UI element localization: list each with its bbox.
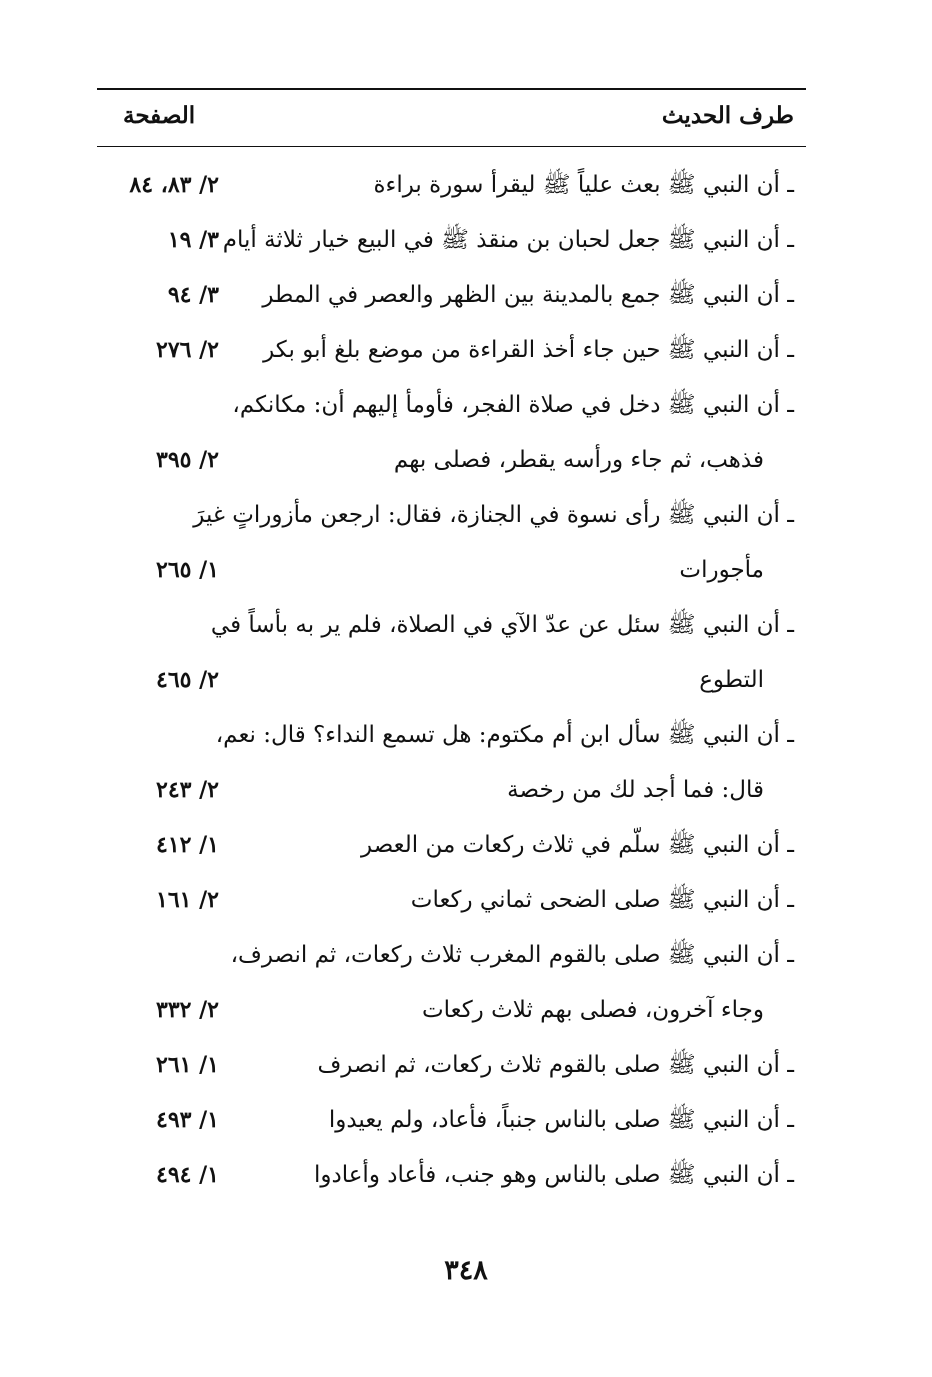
column-header-page: الصفحة xyxy=(123,102,196,129)
index-entry xyxy=(97,378,806,488)
header-rule xyxy=(97,146,806,147)
entry-text xyxy=(222,213,794,268)
entry-page-reference: ٢/ ٢٧٦ xyxy=(156,337,219,363)
entry-page-reference: ٣/ ١٩ xyxy=(167,227,219,253)
entry-text xyxy=(234,158,794,213)
entry-line: ـ أن النبي ﷺ رأى نسوة في الجنازة، فقال: ارجعن مأزوراتٍ غيرَ xyxy=(193,502,794,528)
entry-page-reference: ٢/ ٣٣٢ xyxy=(156,997,219,1023)
entry-page-reference: ١/ ٢٦١ xyxy=(156,1052,219,1078)
index-entry xyxy=(97,928,806,1038)
entry-page-reference: ٢/ ١٦١ xyxy=(156,887,219,913)
index-entry xyxy=(97,488,806,598)
entry-line: ـ أن النبي ﷺ صلى بالقوم المغرب ثلاث ركعات، ثم انصرف، xyxy=(230,942,794,968)
entry-page-reference: ٢/ ٢٤٣ xyxy=(156,777,219,803)
entry-continuation-line: فذهب، ثم جاء ورأسه يقطر، فصلى بهم xyxy=(393,447,764,473)
entry-line: ـ أن النبي ﷺ صلى الضحى ثماني ركعات xyxy=(410,887,794,913)
index-entry xyxy=(97,708,806,818)
entry-text xyxy=(234,268,794,323)
entry-text xyxy=(234,1093,794,1148)
entry-continuation-line: قال: فما أجد لك من رخصة xyxy=(507,777,764,803)
table-header xyxy=(97,102,806,138)
entry-line: ـ أن النبي ﷺ صلى بالقوم ثلاث ركعات، ثم انصرف xyxy=(317,1052,794,1078)
entry-line: ـ أن النبي ﷺ بعث علياً ﷺ ليقرأ سورة براءة xyxy=(373,172,794,198)
entry-page-reference: ٢/ ٤٦٥ xyxy=(156,667,219,693)
index-entry xyxy=(97,213,806,268)
index-entry xyxy=(97,873,806,928)
index-entry xyxy=(97,1148,806,1203)
entry-text xyxy=(234,818,794,873)
top-rule xyxy=(97,88,806,90)
entry-page-reference: ٢/ ٨٣، ٨٤ xyxy=(129,172,219,198)
entry-text xyxy=(234,378,794,488)
entry-text xyxy=(234,1148,794,1203)
entry-text xyxy=(234,873,794,928)
entry-line: ـ أن النبي ﷺ سئل عن عدّ الآي في الصلاة، فلم ير به بأساً في xyxy=(210,612,794,638)
entry-page-reference: ٢/ ٣٩٥ xyxy=(156,447,219,473)
entry-continuation-line: مأجورات xyxy=(679,557,764,583)
index-entry xyxy=(97,323,806,378)
entry-text xyxy=(210,598,794,708)
entry-line: ـ أن النبي ﷺ جمع بالمدينة بين الظهر والعصر في المطر xyxy=(262,282,794,308)
entry-page-reference: ٣/ ٩٤ xyxy=(167,282,219,308)
index-entry xyxy=(97,818,806,873)
index-entry xyxy=(97,158,806,213)
column-header-hadith: طرف الحديث xyxy=(661,102,794,129)
index-entry xyxy=(97,1038,806,1093)
entry-line: ـ أن النبي ﷺ حين جاء أخذ القراءة من موضع بلغ أبو بكر xyxy=(263,337,794,363)
entry-text xyxy=(234,1038,794,1093)
entry-page-reference: ١/ ٤٩٣ xyxy=(156,1107,219,1133)
entry-text xyxy=(234,323,794,378)
entry-text xyxy=(193,488,794,598)
entry-line: ـ أن النبي ﷺ دخل في صلاة الفجر، فأومأ إليهم أن: مكانكم، xyxy=(232,392,794,418)
entry-page-reference: ١/ ٤٩٤ xyxy=(156,1162,219,1188)
entry-page-reference: ١/ ٢٦٥ xyxy=(156,557,219,583)
entry-line: ـ أن النبي ﷺ سلّم في ثلاث ركعات من العصر xyxy=(361,832,794,858)
entry-line: ـ أن النبي ﷺ صلى بالناس وهو جنب، فأعاد وأعادوا xyxy=(313,1162,794,1188)
index-entry xyxy=(97,1093,806,1148)
entry-line: ـ أن النبي ﷺ صلى بالناس جنباً، فأعاد، ولم يعيدوا xyxy=(328,1107,794,1133)
page-number: ٣٤٨ xyxy=(444,1255,488,1286)
entry-line: ـ أن النبي ﷺ سأل ابن أم مكتوم: هل تسمع النداء؟ قال: نعم، xyxy=(215,722,794,748)
entry-text xyxy=(215,708,794,818)
entry-page-reference: ١/ ٤١٢ xyxy=(156,832,219,858)
entry-continuation-line: التطوع xyxy=(699,667,764,693)
entry-text xyxy=(230,928,794,1038)
entry-continuation-line: وجاء آخرون، فصلى بهم ثلاث ركعات xyxy=(421,997,764,1023)
index-entry xyxy=(97,598,806,708)
entry-line: ـ أن النبي ﷺ جعل لحبان بن منقذ ﷺ في البيع خيار ثلاثة أيام xyxy=(222,227,794,253)
index-entry xyxy=(97,268,806,323)
